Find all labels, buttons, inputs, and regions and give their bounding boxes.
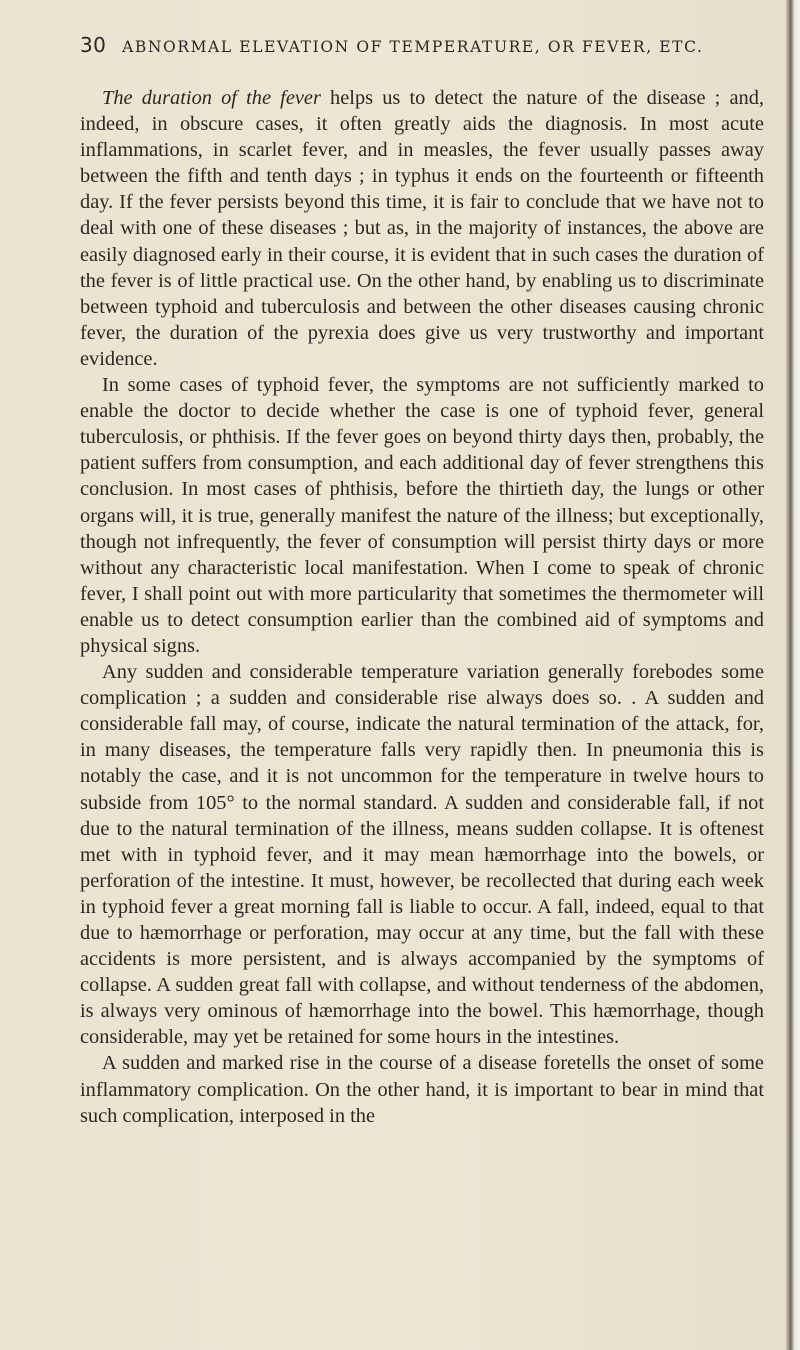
page-header: [80, 33, 760, 57]
paragraph-1-text: helps us to detect the nature of the disease ; and, indeed, in obscure cases, it often greatly aids the diagnosis. In most acute inflammations, in scarlet fever, and in measles, the fever usually passes away between the fifth and tenth days ; in typhus it ends on the fourteenth or fifteenth day. If the fever persists beyond this time, it is fair to conclude that we have not to deal with one of these diseases ; but as, in the majority of instances, the above are easily diagnosed early in their course, it is evident that in such cases the duration of the fever is of little practical use. On the other hand, by enabling us to discriminate between typhoid and tuberculosis and between the other diseases causing chronic fever, the duration of the pyrexia does give us very trustworthy and important evidence.: [80, 87, 765, 370]
paragraph-1-italic-lead: The duration of the fever: [102, 87, 321, 109]
page-number: 30: [80, 33, 107, 57]
page-edge-shadow: [786, 0, 800, 1350]
paragraph-4: A sudden and marked rise in the course of a disease foretells the onset of some inflammatory complication. On the other hand, it is important to bear in mind that such complication, interposed in the: [80, 1052, 764, 1127]
running-title: ABNORMAL ELEVATION OF TEMPERATURE, OR FEVER, ETC.: [122, 38, 704, 56]
paragraph-2: In some cases of typhoid fever, the symptoms are not sufficiently marked to enable the doctor to decide whether the case is one of typhoid fever, general tuberculosis, or phthisis. If the fever goes on beyond thirty days then, probably, the patient suffers from consumption, and each additional day of fever strengthens this conclusion. In most cases of phthisis, before the thirtieth day, the lungs or other organs will, it is true, generally manifest the nature of the illness; but exceptionally, though not infrequently, the fever of consumption will persist thirty days or more without any characteristic local manifestation. When I come to speak of chronic fever, I shall point out with more particularity that sometimes the thermometer will enable us to detect consumption earlier than the combined aid of symptoms and physical signs.: [80, 374, 764, 657]
paragraph-1: [80, 85, 764, 372]
body-text: [80, 85, 764, 1129]
paragraph-3: Any sudden and considerable temperature variation generally forebodes some complication ; a sudden and considerable rise always does so. . A sudden and considerable fall may, of course, indicate the natural termination of the attack, for, in many diseases, the temperature falls very rapidly then. In pneumonia this is notably the case, and it is not uncommon for the temperature in twelve hours to subside from 105° to the normal standard. A sudden and considerable fall, if not due to the natural termination of the illness, means sudden collapse. It is oftenest met with in typhoid fever, and it may mean hæmorrhage into the bowels, or perforation of the intestine. It must, however, be recollected that during each week in typhoid fever a great morning fall is liable to occur. A fall, indeed, equal to that due to hæmorrhage or perforation, may occur at any time, but the fall with these accidents is more persistent, and is always accompanied by the symptoms of collapse. A sudden great fall with collapse, and without tenderness of the abdomen, is always very ominous of hæmorrhage into the bowel. This hæmorrhage, though considerable, may yet be retained for some hours in the intestines.: [80, 661, 764, 1049]
